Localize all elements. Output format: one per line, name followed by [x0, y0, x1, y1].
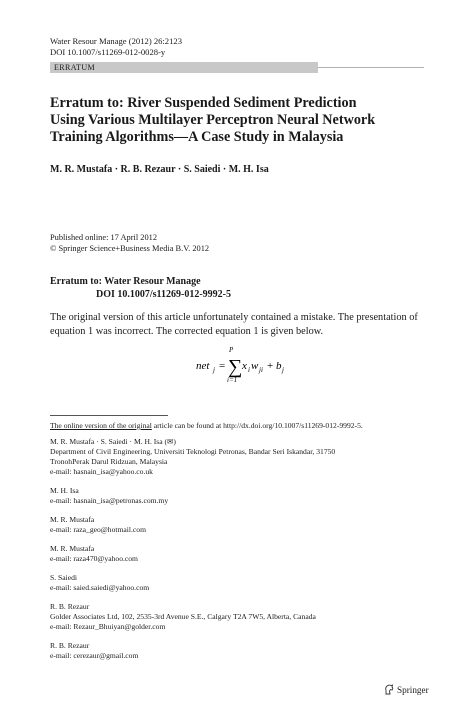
- eq-sum-bottom: i=1: [227, 376, 238, 384]
- title-line: Using Various Multilayer Perceptron Neural Network: [50, 112, 376, 128]
- header-rule: [318, 67, 424, 68]
- affiliation-email[interactable]: e-mail: cerezaur@gmail.com: [50, 651, 139, 660]
- journal-doi: DOI 10.1007/s11269-012-0028-y: [50, 47, 166, 57]
- journal-header: [50, 36, 182, 58]
- eq-plus: +: [267, 360, 274, 372]
- affiliation-line: S. Saiedi: [50, 573, 78, 582]
- online-version-link[interactable]: article can be found at http://dx.doi.org/10.1007/s11269-012-9992-5.: [151, 421, 363, 430]
- affiliation-email[interactable]: e-mail: Rezaur_Bhuiyan@golder.com: [50, 622, 166, 631]
- eq-term-x-sub: i: [248, 366, 250, 374]
- affiliation-line: M. H. Isa: [50, 486, 79, 495]
- erratum-reference-journal: Erratum to: Water Resour Manage: [50, 276, 201, 287]
- affiliation-block: [50, 515, 335, 535]
- publisher-name: Springer: [397, 684, 429, 695]
- publisher-logo: [384, 684, 429, 695]
- publication-info: [50, 232, 209, 254]
- eq-sum-top: P: [229, 346, 234, 354]
- affiliation-block: [50, 602, 335, 632]
- affiliation-email[interactable]: e-mail: hasnain_isa@petronas.com.my: [50, 496, 169, 505]
- article-title: [50, 95, 430, 146]
- eq-term-b: b: [276, 360, 282, 372]
- affiliation-email[interactable]: e-mail: raza470@yahoo.com: [50, 554, 138, 563]
- affiliation-email[interactable]: e-mail: hasnain_isa@yahoo.co.uk: [50, 467, 153, 476]
- title-line: Erratum to: River Suspended Sediment Prediction: [50, 95, 357, 111]
- affiliation-block: [50, 437, 335, 477]
- equation-1: [0, 346, 474, 386]
- eq-sum-symbol: ∑: [228, 356, 243, 378]
- affiliation-line: TronohPerak Darul Ridzuan, Malaysia: [50, 457, 168, 466]
- affiliation-email[interactable]: e-mail: saied.saiedi@yahoo.com: [50, 583, 150, 592]
- body-paragraph: [50, 311, 424, 338]
- affiliation-line: M. R. Mustafa · S. Saiedi · M. H. Isa (✉): [50, 437, 176, 446]
- affiliation-email[interactable]: e-mail: raza_geo@hotmail.com: [50, 525, 146, 534]
- eq-lhs-sub: j: [213, 366, 215, 374]
- affiliation-line: Golder Associates Ltd, 102, 2535-3rd Avenue S.E., Calgary T2A 7W5, Alberta, Canada: [50, 612, 316, 621]
- eq-lhs: net: [196, 360, 210, 372]
- erratum-reference-doi: DOI 10.1007/s11269-012-9992-5: [96, 288, 231, 300]
- author-list: M. R. Mustafa · R. B. Rezaur · S. Saiedi · M. H. Isa: [50, 164, 269, 175]
- affiliations: [50, 437, 335, 670]
- online-version-note: [50, 421, 363, 431]
- eq-term-w: w: [251, 360, 259, 372]
- affiliation-block: [50, 641, 335, 661]
- published-date: Published online: 17 April 2012: [50, 233, 158, 242]
- affiliation-line: R. B. Rezaur: [50, 602, 90, 611]
- affiliation-block: [50, 486, 335, 506]
- affiliation-block: [50, 544, 335, 564]
- journal-citation: Water Resour Manage (2012) 26:2123: [50, 36, 182, 46]
- eq-equals: =: [219, 360, 226, 372]
- eq-term-w-sub: ji: [259, 366, 263, 374]
- springer-horse-icon: [384, 684, 394, 695]
- section-label: ERRATUM: [54, 63, 96, 72]
- affiliation-line: Department of Civil Engineering, Universiti Teknologi Petronas, Bandar Seri Iskandar, 31750: [50, 447, 336, 456]
- erratum-reference: [50, 276, 231, 301]
- title-line: Training Algorithms—A Case Study in Malaysia: [50, 129, 344, 145]
- online-version-prefix: The online version of the original: [50, 421, 152, 430]
- eq-term-b-sub: j: [282, 366, 284, 374]
- affiliation-block: [50, 573, 335, 593]
- eq-term-x: x: [242, 360, 247, 372]
- footnote-rule: [50, 415, 168, 416]
- affiliation-line: M. R. Mustafa: [50, 544, 95, 553]
- copyright-notice: © Springer Science+Business Media B.V. 2012: [50, 244, 210, 253]
- body-line: The original version of this article unfortunately contained a mistake. The presentation of: [50, 312, 418, 323]
- body-line: equation 1 was incorrect. The corrected equation 1 is given below.: [50, 325, 324, 337]
- affiliation-line: R. B. Rezaur: [50, 641, 90, 650]
- affiliation-line: M. R. Mustafa: [50, 515, 95, 524]
